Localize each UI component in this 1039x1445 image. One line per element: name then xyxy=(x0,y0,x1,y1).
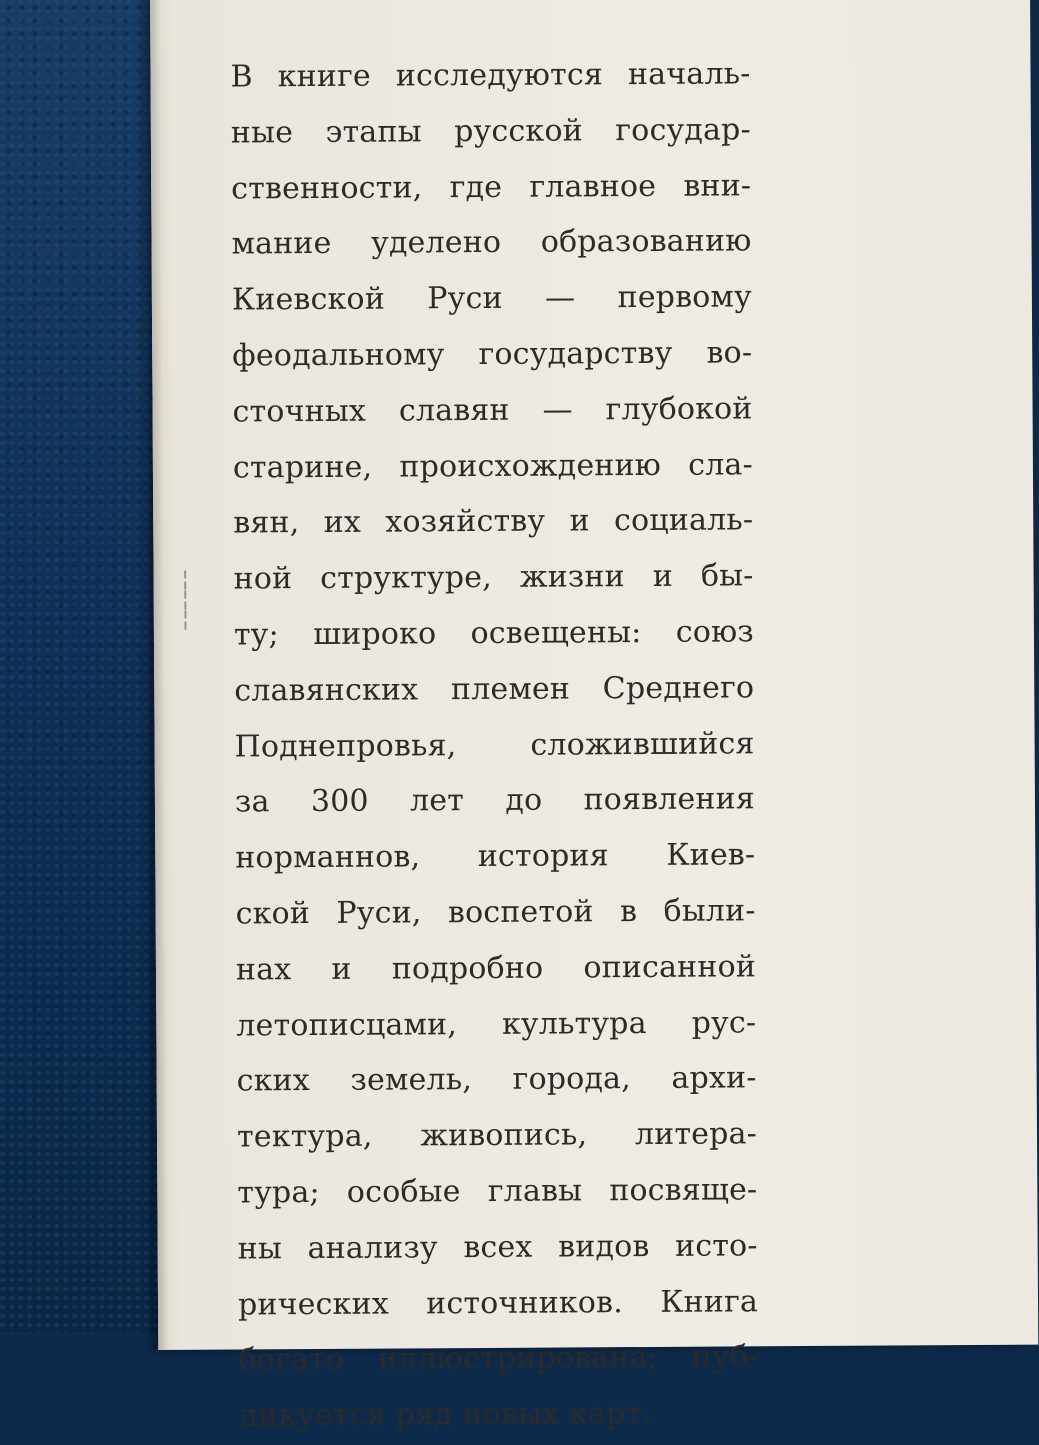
text-line: ских земель, города, архи- xyxy=(236,1060,757,1099)
binding-marks: ¦ ¦ ¦ xyxy=(178,566,193,632)
text-line: феодальному государству во- xyxy=(232,335,753,374)
text-line: ликуется ряд новых карт. xyxy=(238,1396,653,1434)
book-page xyxy=(150,0,1038,1434)
text-line: за 300 лет до появления xyxy=(234,781,756,820)
text-line: ской Руси, воспетой в были- xyxy=(235,893,756,932)
text-line: вян, их хозяйству и социаль- xyxy=(233,502,754,541)
text-line: мание уделено образованию xyxy=(231,223,752,262)
text-line: тура; особые главы посвяще- xyxy=(237,1172,758,1211)
text-line: тектура, живопись, литера- xyxy=(236,1116,758,1155)
text-line: славянских племен Среднего xyxy=(234,670,755,709)
text-line: ной структуре, жизни и бы- xyxy=(233,558,754,597)
page-edge-shadow xyxy=(150,0,168,1350)
text-line: ные этапы русской государ- xyxy=(230,112,751,151)
text-line: старине, происхождению сла- xyxy=(232,446,754,486)
text-line: ту; широко освещены: союз xyxy=(233,614,755,653)
text-line: богато иллюстрирована; пуб- xyxy=(238,1339,759,1378)
text-line: норманнов, история Киев- xyxy=(235,837,756,876)
text-line: нах и подробно описанной xyxy=(235,949,757,988)
text-line: ны анализу всех видов исто- xyxy=(237,1228,758,1267)
text-line: В книге исследуются началь- xyxy=(230,56,751,95)
annotation-text xyxy=(230,46,759,1444)
text-line: ственности, где главное вни- xyxy=(231,167,752,207)
text-line: летописцами, культура рус- xyxy=(236,1004,757,1044)
text-line: рических источников. Книга xyxy=(237,1283,759,1323)
text-line: Поднепровья, сложившийся xyxy=(234,725,755,765)
text-line: Киевской Руси — первому xyxy=(231,279,752,318)
text-line: сточных славян — глубокой xyxy=(232,391,753,430)
